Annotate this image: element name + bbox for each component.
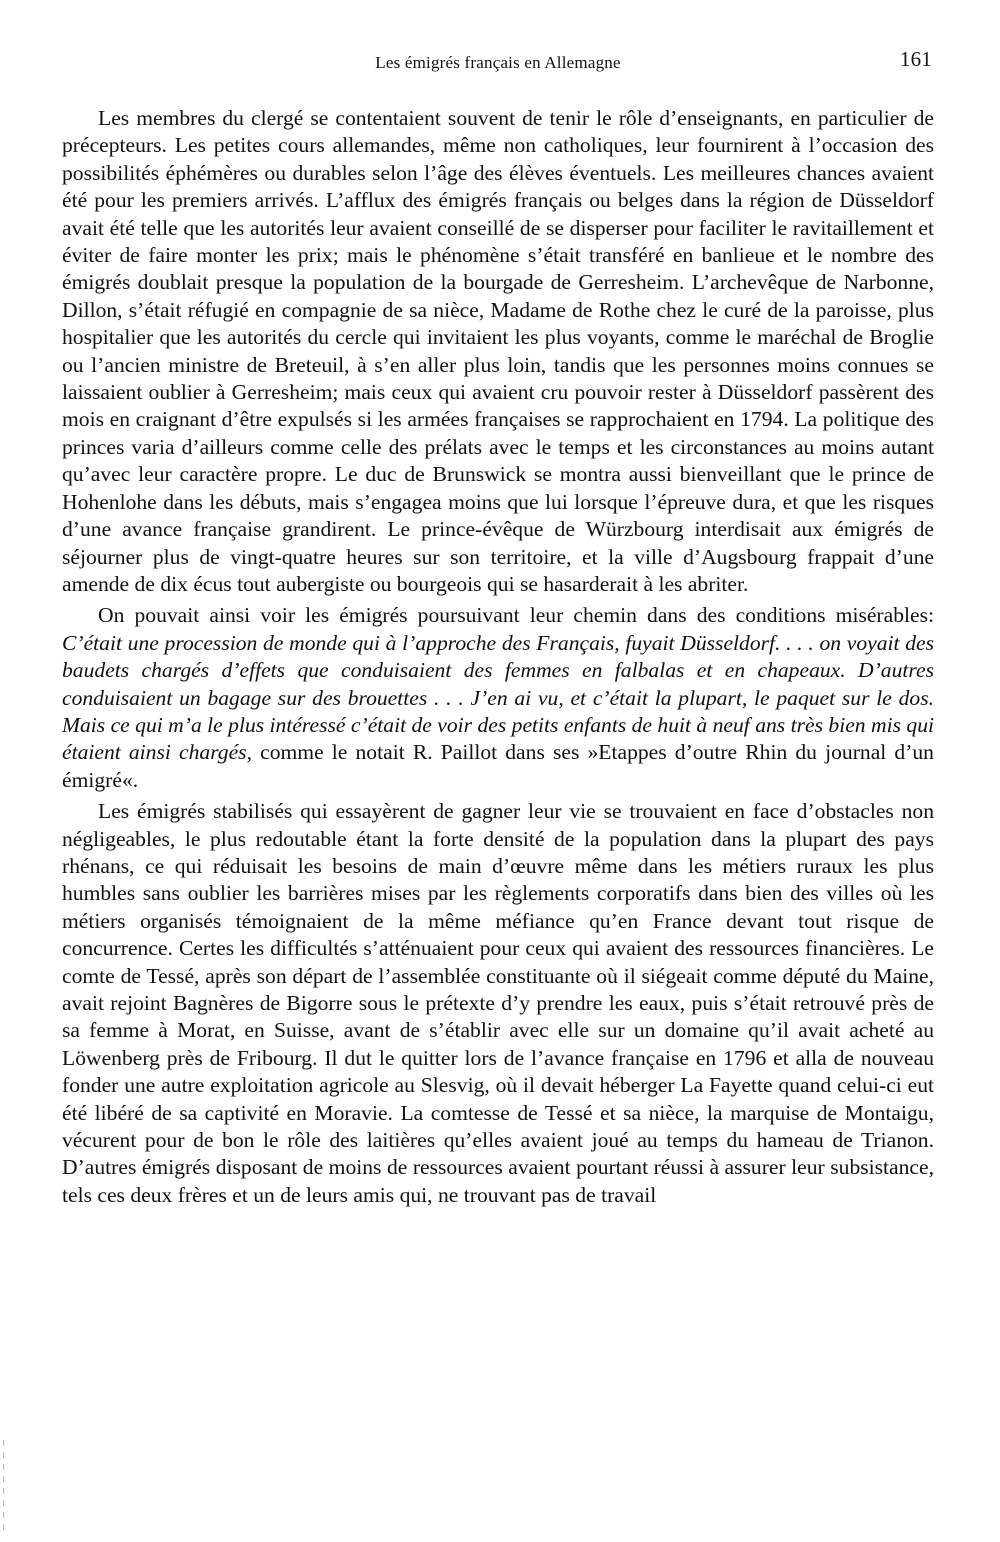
quote-lead: On pouvait ainsi voir les émigrés poursuivant leur chemin dans des conditions misérables: <box>98 603 934 628</box>
running-header <box>62 45 934 77</box>
running-title: Les émigrés français en Allemagne <box>375 53 621 72</box>
paragraph-quotation <box>62 602 934 794</box>
page-number: 161 <box>899 47 932 71</box>
book-page <box>62 45 934 1213</box>
quote-attribution: comme le notait R. Paillot dans ses »Etappes d’outre Rhin du journal d’un émigré«. <box>62 740 934 792</box>
paragraph-livelihood: Les émigrés stabilisés qui essayèrent de gagner leur vie se trouvaient en face d’obstacles non négligeables, le plus redoutable étant la forte densité de la population dans la plupart des pays rhénans, ce qui réduisait les besoins de main d’œuvre même dans les métiers ruraux les plus humbles sans oublier les barrières mises par les règlements corporatifs dans bien des villes où les métiers organisés témoignaient de la même méfiance qu’en France devant tout risque de concurrence. Certes les difficultés s’atténuaient pour ceux qui avaient des ressources financières. Le comte de Tessé, après son départ de l’assemblée constituante où il siégeait comme député du Maine, avait rejoint Bagnères de Bigorre sous le prétexte d’y prendre les eaux, puis s’était retrouvé près de sa femme à Morat, en Suisse, avant de s’établir avec elle sur un domaine qu’il avait acheté au Löwenberg près de Fribourg. Il dut le quitter lors de l’avance française en 1796 et alla de nouveau fonder une autre exploitation agricole au Slesvig, où il devait héberger La Fayette quand celui-ci eut été libéré de sa captivité en Moravie. La comtesse de Tessé et sa nièce, la marquise de Montaigu, vécurent pour de bon le rôle des laitières qu’elles avaient joué au temps du hameau de Trianon. D’autres émigrés disposant de moins de ressources avaient pourtant réussi à assurer leur subsistance, tels ces deux frères et un de leurs amis qui, ne trouvant pas de travail <box>62 799 934 1207</box>
scan-edge-mark <box>3 1440 4 1530</box>
italic-quotation: C’était une procession de monde qui à l’approche des Français, fuyait Düsseldorf. . . . on voyait des baudets chargés d’effets que conduisaient des femmes en falbalas et en chapeaux. D’autres conduisaient un bagage sur des brouettes . . . J’en ai vu, et c’était la plupart, le paquet sur le dos. Mais ce qui m’a le plus intéressé c’était de voir des petits enfants de huit à neuf ans très bien mis qui étaient ainsi chargés, <box>62 630 934 765</box>
body-text <box>62 105 934 1209</box>
paragraph-clergy: Les membres du clergé se contentaient souvent de tenir le rôle d’enseignants, en particulier de précepteurs. Les petites cours allemandes, même non catholiques, leur fournirent à l’occasion des possibilités éphémères ou durables selon l’âge des élèves éventuels. Les meilleures chances avaient été pour les premiers arrivés. L’afflux des émigrés français ou belges dans la région de Düsseldorf avait été telle que les autorités leur avaient conseillé de se disperser pour faciliter le ravitaillement et éviter de faire monter les prix; mais le phénomène s’était transféré en banlieue et le nombre des émigrés doublait presque la population de la bourgade de Gerresheim. L’archevêque de Narbonne, Dillon, s’était réfugié en compagnie de sa nièce, Madame de Rothe chez le curé de la paroisse, plus hospitalier que les autorités du cercle qui invitaient les plus voyants, comme le maréchal de Broglie ou l’ancien ministre de Breteuil, à s’en aller plus loin, tandis que les personnes moins connues se laissaient oublier à Gerresheim; mais ceux qui avaient cru pouvoir rester à Düsseldorf passèrent des mois en craignant d’être expulsés si les armées françaises se rapprochaient en 1794. La politique des princes varia d’ailleurs comme celle des prélats avec le temps et les circonstances au moins autant qu’avec leur caractère propre. Le duc de Brunswick se montra aussi bienveillant que le prince de Hohenlohe dans les débuts, mais s’engagea moins que lui lorsque l’épreuve dura, et que les risques d’une avance française grandirent. Le prince-évêque de Würzbourg interdisait aux émigrés de séjourner plus de vingt-quatre heures sur son territoire, et la ville d’Augsbourg frappait d’une amende de dix écus tout aubergiste ou bourgeois qui se hasarderait à les abriter. <box>62 106 934 596</box>
